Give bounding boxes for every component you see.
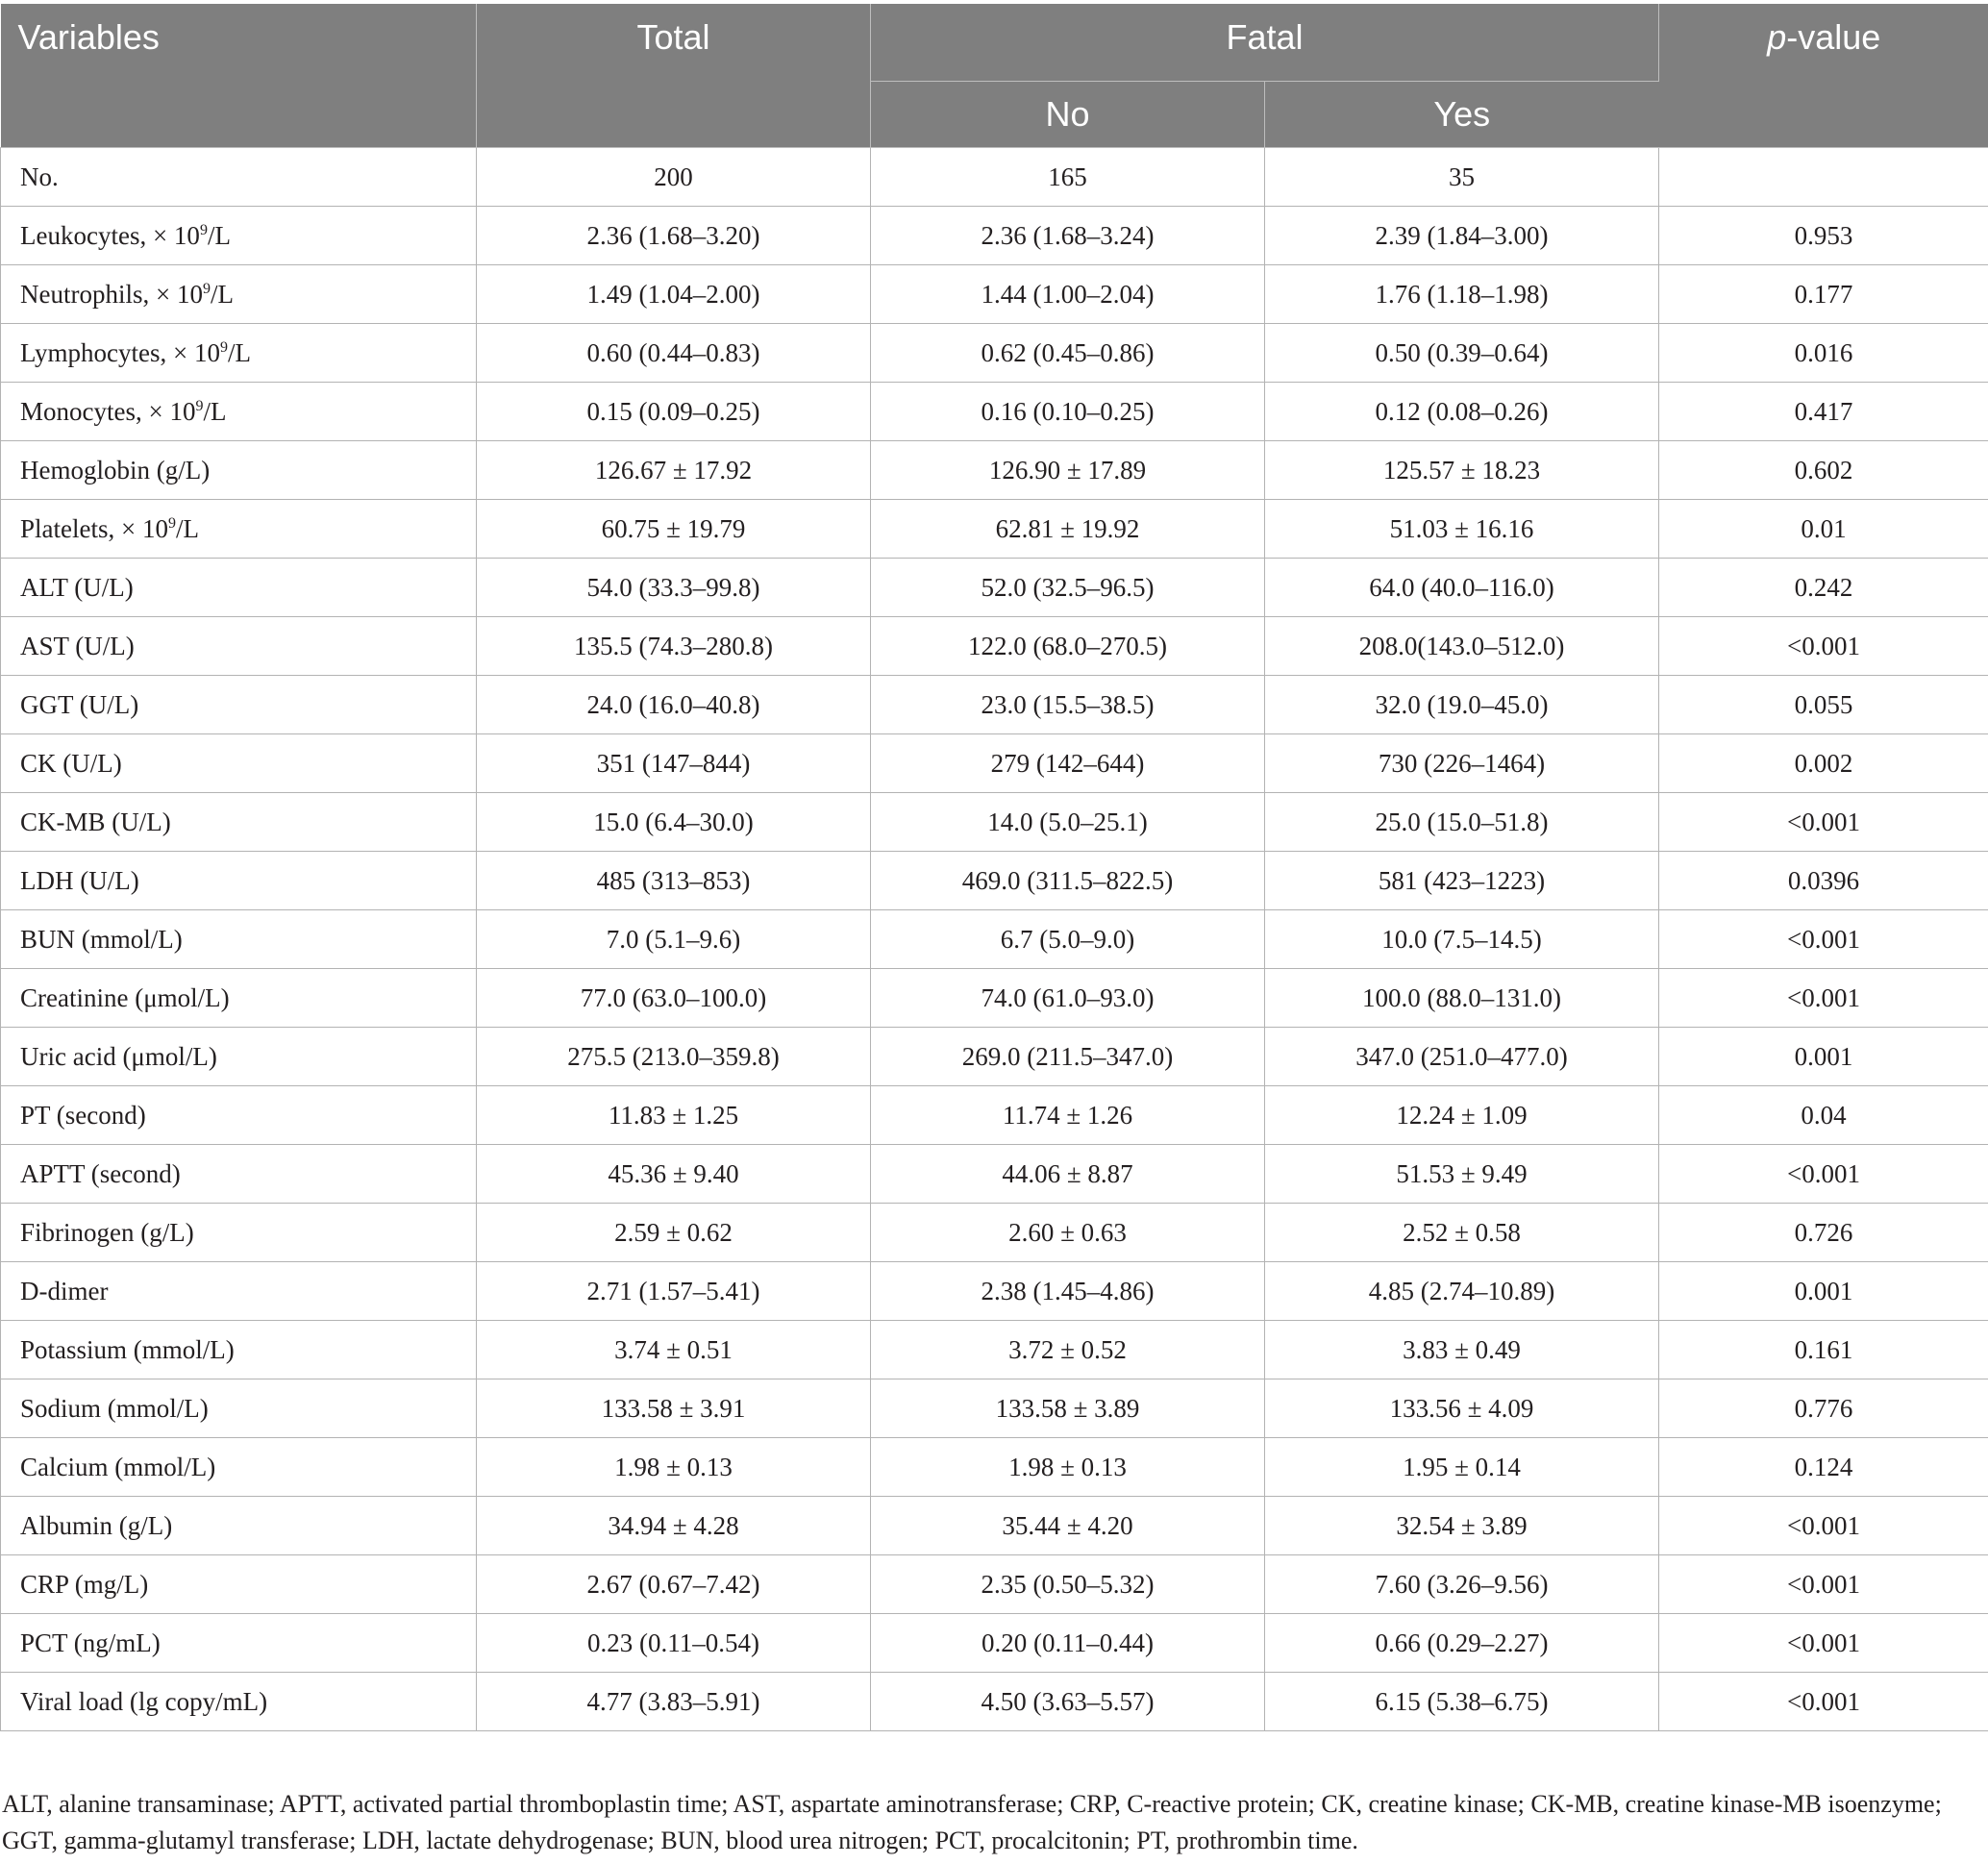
cell-total: 0.23 (0.11–0.54) xyxy=(477,1614,871,1673)
header-fatal-no: No xyxy=(871,82,1265,148)
cell-fatal-no: 165 xyxy=(871,148,1265,207)
cell-p-value: <0.001 xyxy=(1659,910,1988,969)
cell-total: 54.0 (33.3–99.8) xyxy=(477,559,871,617)
cell-p-value: 0.161 xyxy=(1659,1321,1988,1379)
cell-total: 2.71 (1.57–5.41) xyxy=(477,1262,871,1321)
cell-fatal-no: 4.50 (3.63–5.57) xyxy=(871,1673,1265,1731)
cell-fatal-no: 35.44 ± 4.20 xyxy=(871,1497,1265,1555)
cell-p-value: 0.01 xyxy=(1659,500,1988,559)
cell-fatal-no: 62.81 ± 19.92 xyxy=(871,500,1265,559)
header-fatal: Fatal xyxy=(871,4,1659,82)
cell-total: 3.74 ± 0.51 xyxy=(477,1321,871,1379)
cell-variable xyxy=(1,500,477,559)
variable-label: Neutrophils, × 10 xyxy=(20,279,203,309)
variable-label: CK (U/L) xyxy=(20,748,122,778)
table-row xyxy=(1,1379,1988,1438)
cell-p-value: 0.776 xyxy=(1659,1379,1988,1438)
cell-fatal-yes: 7.60 (3.26–9.56) xyxy=(1265,1555,1659,1614)
table-row xyxy=(1,1555,1988,1614)
cell-fatal-no: 0.20 (0.11–0.44) xyxy=(871,1614,1265,1673)
cell-variable xyxy=(1,441,477,500)
table-row xyxy=(1,969,1988,1028)
header-p-italic: p xyxy=(1767,17,1787,57)
variable-label: PT (second) xyxy=(20,1100,146,1130)
cell-fatal-yes: 3.83 ± 0.49 xyxy=(1265,1321,1659,1379)
cell-p-value: 0.953 xyxy=(1659,207,1988,265)
cell-total: 200 xyxy=(477,148,871,207)
cell-p-value: 0.417 xyxy=(1659,383,1988,441)
header-p-rest: -value xyxy=(1786,17,1881,57)
table-row xyxy=(1,1028,1988,1086)
cell-fatal-no: 44.06 ± 8.87 xyxy=(871,1145,1265,1204)
cell-fatal-no: 2.38 (1.45–4.86) xyxy=(871,1262,1265,1321)
cell-fatal-no: 74.0 (61.0–93.0) xyxy=(871,969,1265,1028)
cell-variable xyxy=(1,1614,477,1673)
table-row xyxy=(1,793,1988,852)
cell-fatal-yes: 51.03 ± 16.16 xyxy=(1265,500,1659,559)
cell-p-value: <0.001 xyxy=(1659,1497,1988,1555)
cell-variable xyxy=(1,148,477,207)
cell-total: 1.98 ± 0.13 xyxy=(477,1438,871,1497)
variable-label: Albumin (g/L) xyxy=(20,1510,173,1540)
cell-variable xyxy=(1,383,477,441)
variable-label: BUN (mmol/L) xyxy=(20,924,183,954)
cell-fatal-no: 6.7 (5.0–9.0) xyxy=(871,910,1265,969)
variable-label: Lymphocytes, × 10 xyxy=(20,337,220,367)
variable-label: Potassium (mmol/L) xyxy=(20,1334,235,1364)
cell-variable xyxy=(1,1262,477,1321)
variable-label: Hemoglobin (g/L) xyxy=(20,455,211,485)
cell-p-value: 0.002 xyxy=(1659,734,1988,793)
cell-fatal-no: 11.74 ± 1.26 xyxy=(871,1086,1265,1145)
table-row xyxy=(1,734,1988,793)
cell-fatal-no: 279 (142–644) xyxy=(871,734,1265,793)
header-total: Total xyxy=(477,4,871,148)
cell-fatal-no: 14.0 (5.0–25.1) xyxy=(871,793,1265,852)
cell-total: 351 (147–844) xyxy=(477,734,871,793)
cell-p-value: 0.726 xyxy=(1659,1204,1988,1262)
cell-fatal-yes: 208.0(143.0–512.0) xyxy=(1265,617,1659,676)
cell-total: 1.49 (1.04–2.00) xyxy=(477,265,871,324)
cell-fatal-no: 469.0 (311.5–822.5) xyxy=(871,852,1265,910)
variable-label: PCT (ng/mL) xyxy=(20,1628,161,1657)
table-row xyxy=(1,1614,1988,1673)
cell-fatal-yes: 12.24 ± 1.09 xyxy=(1265,1086,1659,1145)
cell-total: 60.75 ± 19.79 xyxy=(477,500,871,559)
table-header xyxy=(1,4,1988,148)
cell-fatal-yes: 100.0 (88.0–131.0) xyxy=(1265,969,1659,1028)
cell-variable xyxy=(1,910,477,969)
variable-label: D-dimer xyxy=(20,1276,109,1305)
variable-unit-tail: /L xyxy=(210,279,234,309)
cell-p-value: 0.055 xyxy=(1659,676,1988,734)
variable-unit-tail: /L xyxy=(203,396,227,426)
variable-label: Uric acid (μmol/L) xyxy=(20,1041,217,1071)
cell-p-value: 0.04 xyxy=(1659,1086,1988,1145)
cell-variable xyxy=(1,1497,477,1555)
cell-variable xyxy=(1,324,477,383)
table-row xyxy=(1,1497,1988,1555)
cell-fatal-yes: 32.0 (19.0–45.0) xyxy=(1265,676,1659,734)
variable-label: CRP (mg/L) xyxy=(20,1569,149,1599)
cell-fatal-yes: 10.0 (7.5–14.5) xyxy=(1265,910,1659,969)
cell-variable xyxy=(1,1145,477,1204)
cell-fatal-no: 23.0 (15.5–38.5) xyxy=(871,676,1265,734)
cell-fatal-yes: 730 (226–1464) xyxy=(1265,734,1659,793)
cell-fatal-no: 269.0 (211.5–347.0) xyxy=(871,1028,1265,1086)
cell-total: 24.0 (16.0–40.8) xyxy=(477,676,871,734)
cell-variable xyxy=(1,969,477,1028)
cell-fatal-yes: 4.85 (2.74–10.89) xyxy=(1265,1262,1659,1321)
table-body xyxy=(1,148,1988,1731)
cell-variable xyxy=(1,559,477,617)
variable-label: LDH (U/L) xyxy=(20,865,139,895)
cell-fatal-no: 52.0 (32.5–96.5) xyxy=(871,559,1265,617)
cell-p-value: <0.001 xyxy=(1659,1673,1988,1731)
table-row xyxy=(1,676,1988,734)
variable-label: GGT (U/L) xyxy=(20,689,139,719)
cell-total: 34.94 ± 4.28 xyxy=(477,1497,871,1555)
table-row xyxy=(1,852,1988,910)
variable-label: Platelets, × 10 xyxy=(20,513,168,543)
table-row xyxy=(1,383,1988,441)
cell-fatal-yes: 1.95 ± 0.14 xyxy=(1265,1438,1659,1497)
cell-p-value: 0.001 xyxy=(1659,1028,1988,1086)
cell-total: 135.5 (74.3–280.8) xyxy=(477,617,871,676)
cell-p-value: 0.016 xyxy=(1659,324,1988,383)
variable-label: ALT (U/L) xyxy=(20,572,134,602)
cell-fatal-yes: 64.0 (40.0–116.0) xyxy=(1265,559,1659,617)
cell-p-value: 0.0396 xyxy=(1659,852,1988,910)
table-row xyxy=(1,500,1988,559)
table-row xyxy=(1,1086,1988,1145)
cell-fatal-yes: 32.54 ± 3.89 xyxy=(1265,1497,1659,1555)
variable-label: Calcium (mmol/L) xyxy=(20,1452,216,1481)
cell-fatal-yes: 581 (423–1223) xyxy=(1265,852,1659,910)
cell-p-value: 0.602 xyxy=(1659,441,1988,500)
cell-fatal-yes: 0.12 (0.08–0.26) xyxy=(1265,383,1659,441)
cell-variable xyxy=(1,1555,477,1614)
variable-unit-exponent: 9 xyxy=(167,514,176,532)
variable-unit-tail: /L xyxy=(207,220,231,250)
cell-total: 133.58 ± 3.91 xyxy=(477,1379,871,1438)
cell-p-value: <0.001 xyxy=(1659,1614,1988,1673)
variable-unit-exponent: 9 xyxy=(219,338,228,356)
cell-fatal-yes: 133.56 ± 4.09 xyxy=(1265,1379,1659,1438)
cell-p-value xyxy=(1659,148,1988,207)
cell-fatal-yes: 2.52 ± 0.58 xyxy=(1265,1204,1659,1262)
cell-total: 275.5 (213.0–359.8) xyxy=(477,1028,871,1086)
cell-total: 15.0 (6.4–30.0) xyxy=(477,793,871,852)
variable-label: AST (U/L) xyxy=(20,631,135,660)
cell-p-value: <0.001 xyxy=(1659,969,1988,1028)
cell-variable xyxy=(1,265,477,324)
cell-total: 7.0 (5.1–9.6) xyxy=(477,910,871,969)
cell-fatal-no: 2.60 ± 0.63 xyxy=(871,1204,1265,1262)
cell-variable xyxy=(1,1028,477,1086)
table-row xyxy=(1,1145,1988,1204)
cell-total: 0.60 (0.44–0.83) xyxy=(477,324,871,383)
table-row xyxy=(1,207,1988,265)
variable-unit-exponent: 9 xyxy=(202,280,211,297)
cell-total: 126.67 ± 17.92 xyxy=(477,441,871,500)
table-row xyxy=(1,441,1988,500)
cell-p-value: 0.242 xyxy=(1659,559,1988,617)
cell-fatal-no: 2.36 (1.68–3.24) xyxy=(871,207,1265,265)
cell-total: 2.67 (0.67–7.42) xyxy=(477,1555,871,1614)
cell-variable xyxy=(1,676,477,734)
cell-fatal-yes: 1.76 (1.18–1.98) xyxy=(1265,265,1659,324)
cell-total: 0.15 (0.09–0.25) xyxy=(477,383,871,441)
table-row xyxy=(1,148,1988,207)
variable-label: Creatinine (μmol/L) xyxy=(20,982,230,1012)
variable-label: APTT (second) xyxy=(20,1158,181,1188)
cell-variable xyxy=(1,207,477,265)
cell-fatal-yes: 2.39 (1.84–3.00) xyxy=(1265,207,1659,265)
header-p-value xyxy=(1659,4,1988,148)
cell-p-value: 0.177 xyxy=(1659,265,1988,324)
table-row xyxy=(1,1321,1988,1379)
cell-total: 11.83 ± 1.25 xyxy=(477,1086,871,1145)
cell-fatal-yes: 25.0 (15.0–51.8) xyxy=(1265,793,1659,852)
table-row xyxy=(1,324,1988,383)
cell-fatal-no: 122.0 (68.0–270.5) xyxy=(871,617,1265,676)
cell-fatal-yes: 125.57 ± 18.23 xyxy=(1265,441,1659,500)
cell-fatal-no: 133.58 ± 3.89 xyxy=(871,1379,1265,1438)
cell-variable xyxy=(1,617,477,676)
variable-label: Viral load (lg copy/mL) xyxy=(20,1686,268,1716)
variable-label: Sodium (mmol/L) xyxy=(20,1393,209,1423)
variable-unit-exponent: 9 xyxy=(199,221,208,238)
cell-total: 45.36 ± 9.40 xyxy=(477,1145,871,1204)
cell-total: 2.36 (1.68–3.20) xyxy=(477,207,871,265)
lab-results-table xyxy=(0,4,1988,1731)
cell-fatal-yes: 0.50 (0.39–0.64) xyxy=(1265,324,1659,383)
variable-label: CK-MB (U/L) xyxy=(20,807,171,836)
cell-p-value: <0.001 xyxy=(1659,793,1988,852)
cell-fatal-no: 126.90 ± 17.89 xyxy=(871,441,1265,500)
cell-p-value: 0.001 xyxy=(1659,1262,1988,1321)
variable-label: Fibrinogen (g/L) xyxy=(20,1217,194,1247)
cell-total: 2.59 ± 0.62 xyxy=(477,1204,871,1262)
variable-label: Monocytes, × 10 xyxy=(20,396,196,426)
cell-p-value: <0.001 xyxy=(1659,1145,1988,1204)
table-row xyxy=(1,910,1988,969)
table-row xyxy=(1,1262,1988,1321)
cell-variable xyxy=(1,734,477,793)
table-row xyxy=(1,265,1988,324)
table-footnote: ALT, alanine transaminase; APTT, activated partial thromboplastin time; AST, aspartate aminotransferase; CRP, C-reactive protein; CK, creatine kinase; CK-MB, creatine kinase-MB isoenzyme; GGT, gamma-glutamyl transferase; LDH, lactate dehydrogenase; BUN, blood urea nitrogen; PCT, procalcitonin; PT, prothrombin time. xyxy=(2,1790,1942,1854)
table-row xyxy=(1,1673,1988,1731)
table-row xyxy=(1,559,1988,617)
header-variables: Variables xyxy=(1,4,477,148)
cell-fatal-yes: 35 xyxy=(1265,148,1659,207)
cell-variable xyxy=(1,852,477,910)
cell-fatal-no: 1.98 ± 0.13 xyxy=(871,1438,1265,1497)
table-row xyxy=(1,1204,1988,1262)
cell-p-value: <0.001 xyxy=(1659,617,1988,676)
cell-total: 4.77 (3.83–5.91) xyxy=(477,1673,871,1731)
cell-fatal-yes: 6.15 (5.38–6.75) xyxy=(1265,1673,1659,1731)
cell-fatal-yes: 0.66 (0.29–2.27) xyxy=(1265,1614,1659,1673)
cell-variable xyxy=(1,1438,477,1497)
cell-variable xyxy=(1,1379,477,1438)
cell-variable xyxy=(1,1321,477,1379)
cell-variable xyxy=(1,1673,477,1731)
cell-fatal-no: 0.62 (0.45–0.86) xyxy=(871,324,1265,383)
header-fatal-yes: Yes xyxy=(1265,82,1659,148)
lab-results-table-container xyxy=(0,4,1988,1731)
table-row xyxy=(1,617,1988,676)
variable-label: Leukocytes, × 10 xyxy=(20,220,200,250)
cell-fatal-no: 2.35 (0.50–5.32) xyxy=(871,1555,1265,1614)
cell-p-value: <0.001 xyxy=(1659,1555,1988,1614)
cell-fatal-no: 3.72 ± 0.52 xyxy=(871,1321,1265,1379)
cell-total: 77.0 (63.0–100.0) xyxy=(477,969,871,1028)
cell-fatal-no: 1.44 (1.00–2.04) xyxy=(871,265,1265,324)
variable-unit-tail: /L xyxy=(227,337,251,367)
cell-variable xyxy=(1,1086,477,1145)
cell-fatal-no: 0.16 (0.10–0.25) xyxy=(871,383,1265,441)
cell-fatal-yes: 51.53 ± 9.49 xyxy=(1265,1145,1659,1204)
table-row xyxy=(1,1438,1988,1497)
variable-label: No. xyxy=(20,162,59,191)
cell-variable xyxy=(1,1204,477,1262)
variable-unit-tail: /L xyxy=(175,513,199,543)
cell-fatal-yes: 347.0 (251.0–477.0) xyxy=(1265,1028,1659,1086)
cell-variable xyxy=(1,793,477,852)
variable-unit-exponent: 9 xyxy=(195,397,204,414)
cell-p-value: 0.124 xyxy=(1659,1438,1988,1497)
cell-total: 485 (313–853) xyxy=(477,852,871,910)
